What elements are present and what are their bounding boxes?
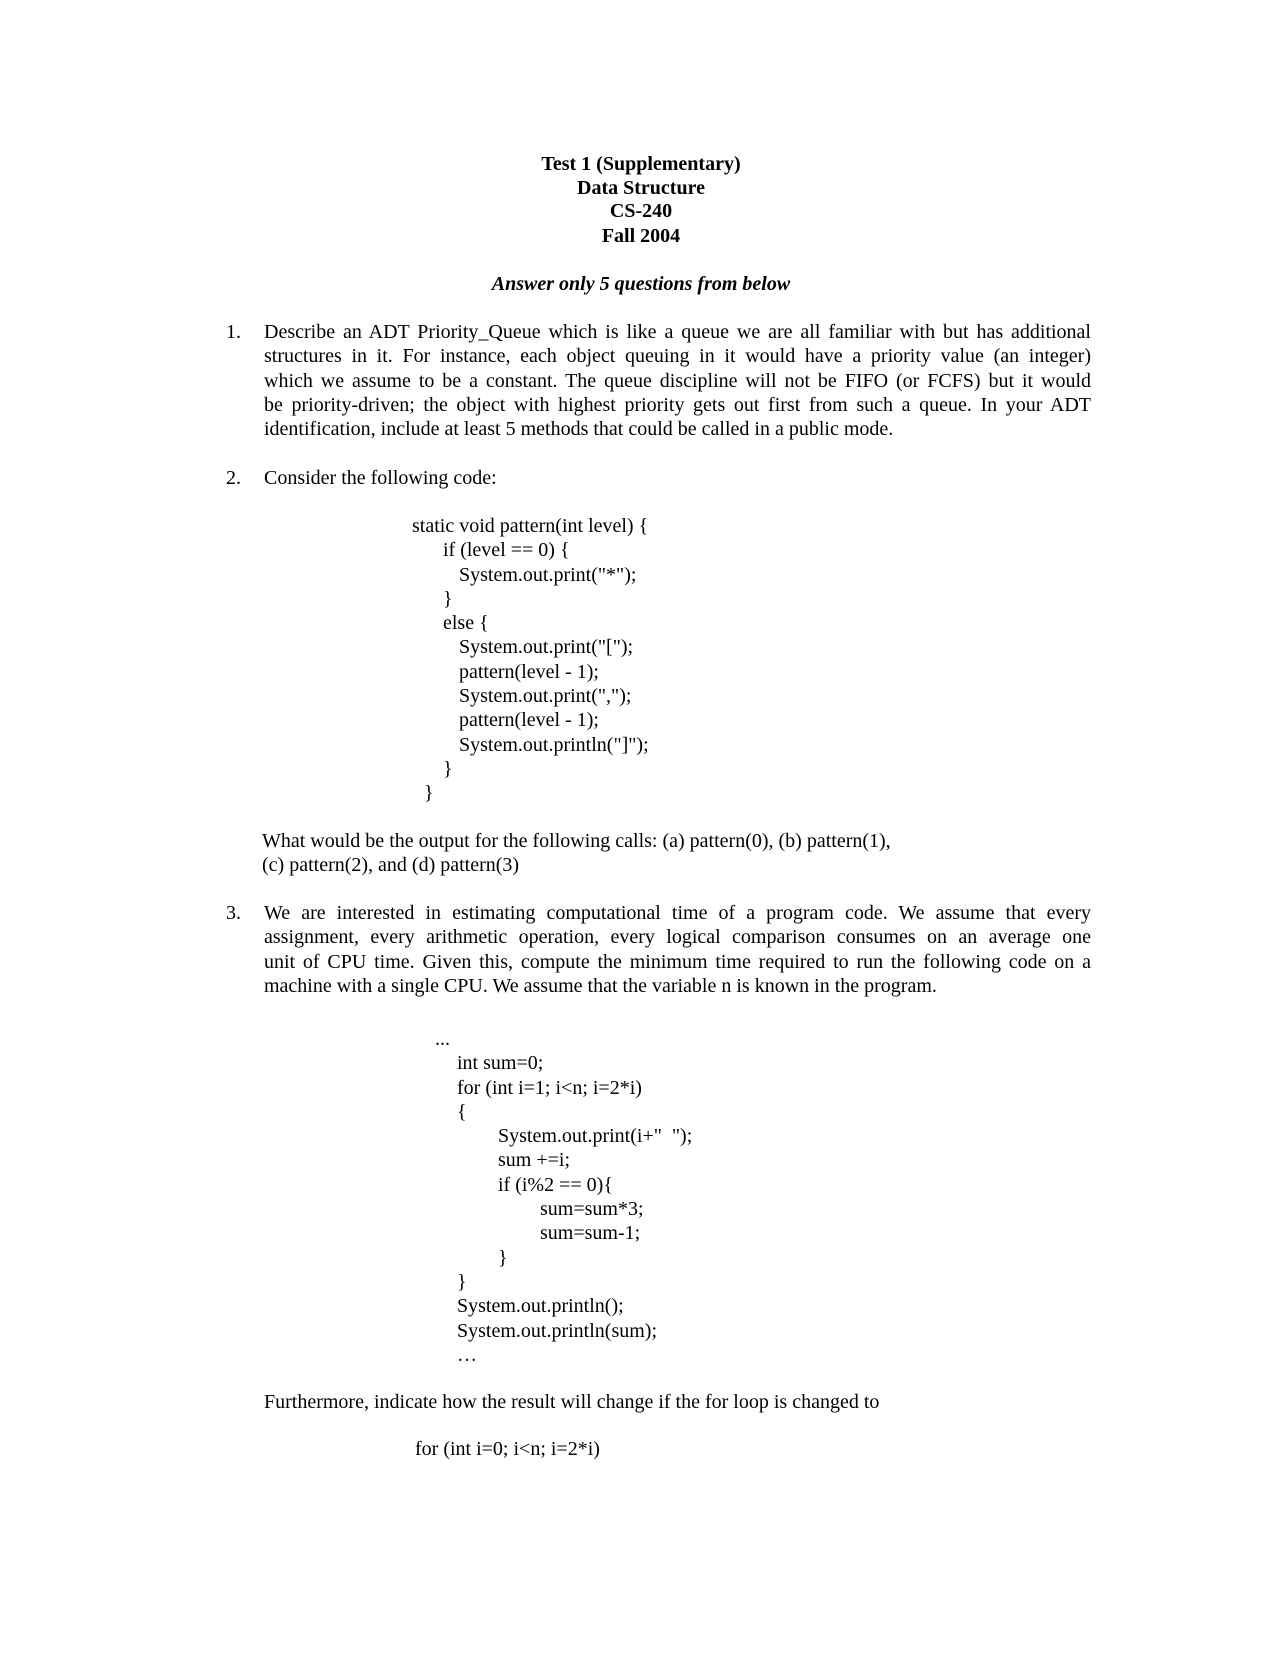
code-line: sum=sum*3; — [540, 1198, 644, 1221]
question-followup: Furthermore, indicate how the result will change if the for loop is changed to — [264, 1391, 880, 1413]
code-line: … — [457, 1343, 477, 1366]
question-followup — [262, 829, 891, 878]
code-line: pattern(level - 1); — [459, 660, 599, 683]
text-line: assignment, every arithmetic operation, every logical comparison consumes on an average one — [264, 926, 1091, 949]
text-line: Describe an ADT Priority_Queue which is like a queue we are all familiar with but has additional — [264, 321, 1091, 343]
course-name: Data Structure — [577, 177, 705, 199]
code-line: } — [424, 782, 434, 805]
code-line: for (int i=1; i<n; i=2*i) — [457, 1076, 642, 1099]
text-line: which we assume to be a constant. The queue discipline will not be FIFO (or FCFS) but it would — [264, 369, 1091, 392]
code-line: static void pattern(int level) { — [412, 515, 649, 537]
question-number: 1. — [226, 321, 241, 343]
text-line: What would be the output for the following calls: (a) pattern(0), (b) pattern(1), — [262, 830, 891, 852]
code-line: pattern(level - 1); — [459, 709, 599, 732]
code-block — [435, 1027, 692, 1367]
text-line: unit of CPU time. Given this, compute the minimum time required to run the following code on a — [264, 950, 1091, 973]
code-line: sum=sum-1; — [540, 1222, 641, 1245]
text-line: (c) pattern(2), and (d) pattern(3) — [262, 854, 520, 877]
text-line: machine with a single CPU. We assume that the variable n is known in the program. — [264, 974, 937, 997]
question-number: 2. — [226, 467, 241, 489]
code-line: { — [457, 1100, 467, 1123]
code-line: sum +=i; — [498, 1149, 571, 1172]
term: Fall 2004 — [601, 225, 681, 247]
code-line: else { — [443, 612, 489, 635]
question-text — [264, 320, 1091, 441]
text-line: We are interested in estimating computational time of a program code. We assume that every — [264, 902, 1091, 924]
code-line: System.out.print(i+" "); — [498, 1125, 693, 1148]
code-line: System.out.println("]"); — [459, 733, 649, 756]
text-line: identification, include at least 5 methods that could be called in a public mode. — [264, 418, 894, 441]
code-line: System.out.println(); — [457, 1295, 624, 1318]
code-line: System.out.print("*"); — [459, 563, 637, 586]
code-line: if (level == 0) { — [443, 539, 570, 562]
course-code: CS-240 — [609, 200, 673, 222]
code-line: } — [443, 587, 453, 610]
code-line: System.out.print(","); — [459, 685, 632, 708]
code-line: if (i%2 == 0){ — [498, 1173, 613, 1196]
code-line: int sum=0; — [457, 1052, 544, 1075]
text-line: structures in it. For instance, each object queuing in it would have a priority value (an integer) — [264, 345, 1091, 368]
code-line: } — [457, 1270, 467, 1293]
question-text — [264, 901, 1091, 998]
code-line: } — [498, 1246, 508, 1269]
text-line: be priority-driven; the object with highest priority gets out first from such a queue. In your ADT — [264, 393, 1091, 416]
instructions: Answer only 5 questions from below — [491, 273, 791, 295]
code-line: ... — [435, 1028, 450, 1050]
code-line: System.out.println(sum); — [457, 1319, 657, 1342]
question-number: 3. — [226, 902, 241, 924]
code-line: } — [443, 757, 453, 780]
exam-title: Test 1 (Supplementary) — [541, 153, 741, 175]
question-intro: Consider the following code: — [264, 467, 497, 489]
code-block — [412, 514, 649, 806]
alt-loop-code: for (int i=0; i<n; i=2*i) — [415, 1438, 600, 1460]
code-line: System.out.print("["); — [459, 636, 634, 659]
